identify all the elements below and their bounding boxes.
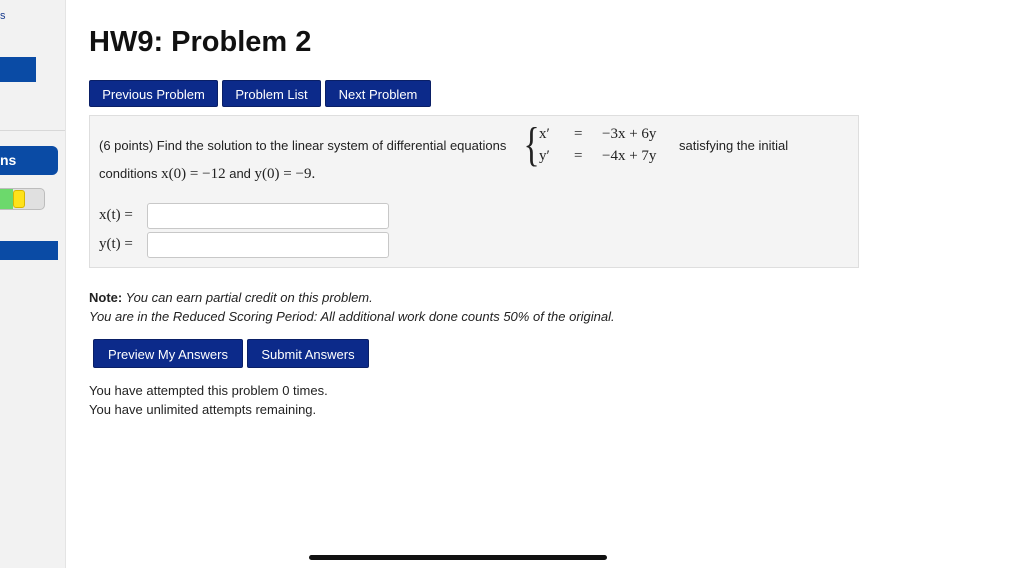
condition-y0: y(0) = −9. [254, 166, 316, 182]
y-answer-input[interactable] [147, 232, 389, 258]
sidebar-divider [0, 130, 65, 131]
sidebar-top-link[interactable]: s [0, 10, 6, 22]
problem-after-system: satisfying the initial [679, 138, 789, 153]
sidebar-item-label: ns [0, 152, 17, 168]
condition-x0: x(0) = −12 [161, 166, 226, 182]
sidebar-highlight-bar-2[interactable] [0, 241, 58, 260]
home-indicator[interactable] [309, 555, 607, 560]
system-row2-rhs: −4x + 7y [602, 148, 657, 164]
problem-conditions [99, 166, 315, 183]
system-row1-lhs: x′ [539, 126, 550, 142]
progress-yellow-segment [13, 190, 25, 208]
system-row2-lhs: y′ [539, 148, 550, 164]
x-answer-input[interactable] [147, 203, 389, 229]
progress-indicator [0, 188, 45, 210]
preview-answers-button[interactable]: Preview My Answers [93, 339, 243, 368]
attempts-status: You have attempted this problem 0 times. [89, 383, 328, 398]
sidebar-highlight-bar[interactable] [0, 57, 36, 82]
system-row1-eq: = [574, 126, 583, 142]
problem-intro: (6 points) Find the solution to the linear system of differential equations [99, 138, 507, 153]
sidebar-item-active[interactable] [0, 146, 58, 175]
page-title: HW9: Problem 2 [89, 26, 312, 58]
conditions-and: and [229, 166, 251, 181]
reduced-scoring-note: You are in the Reduced Scoring Period: All additional work done counts 50% of the original. [89, 309, 615, 324]
system-brace: { [523, 118, 540, 171]
submit-answers-button[interactable]: Submit Answers [247, 339, 369, 368]
note-label: Note: [89, 290, 123, 305]
problem-list-button[interactable]: Problem List [222, 80, 321, 107]
conditions-label: conditions [99, 166, 158, 181]
system-row1-rhs: −3x + 6y [602, 126, 657, 142]
previous-problem-button[interactable]: Previous Problem [89, 80, 218, 107]
system-row2-eq: = [574, 148, 583, 164]
y-answer-label: y(t) = [99, 236, 133, 252]
note-text: You can earn partial credit on this problem. [125, 290, 373, 305]
progress-green-segment [0, 189, 13, 209]
x-answer-label: x(t) = [99, 207, 133, 223]
sidebar [0, 0, 66, 568]
remaining-attempts-status: You have unlimited attempts remaining. [89, 402, 317, 417]
next-problem-button[interactable]: Next Problem [325, 80, 431, 107]
partial-credit-note [89, 290, 373, 305]
